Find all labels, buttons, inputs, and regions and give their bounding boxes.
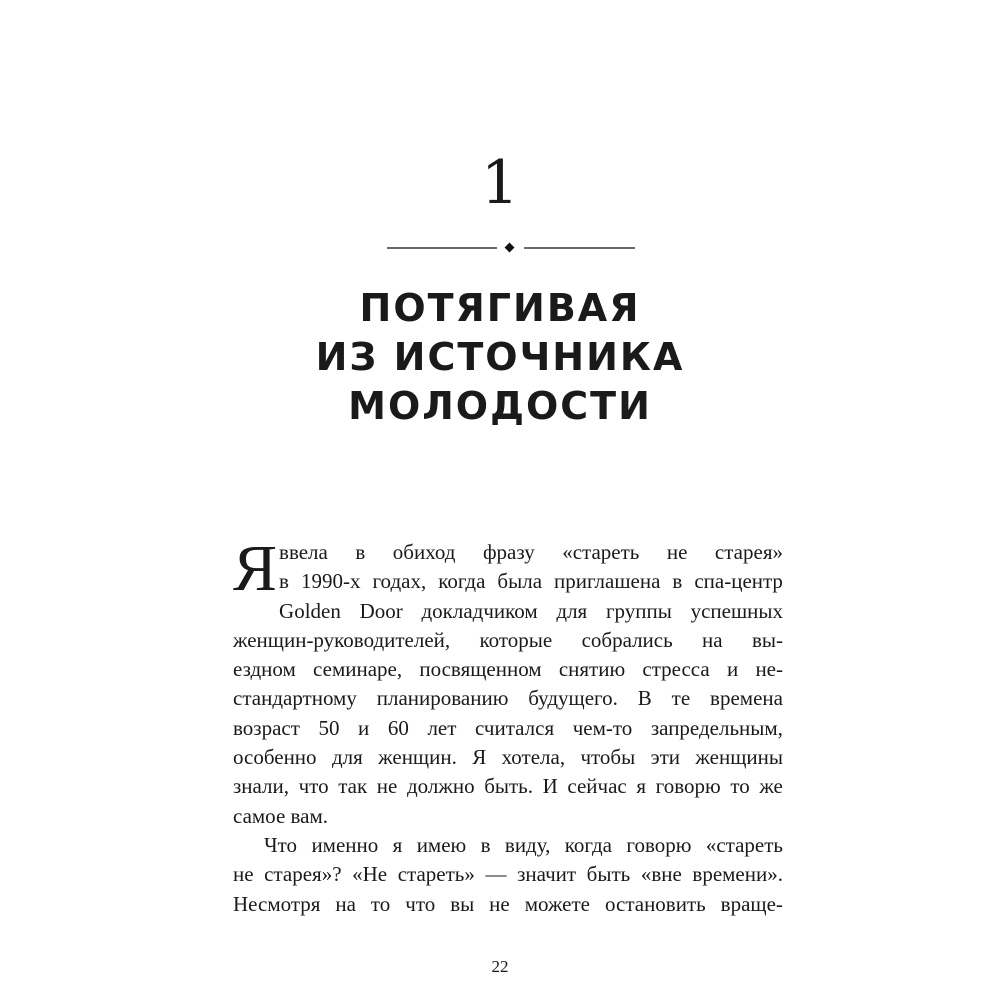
paragraph — [233, 831, 783, 919]
text-line: Golden Door докладчиком для группы успешных — [279, 598, 783, 623]
text-line: стандартному планированию будущего. В те времена — [233, 686, 783, 711]
diamond-ornament-icon — [505, 243, 515, 253]
chapter-title — [0, 284, 1000, 431]
chapter-title-line: МОЛОДОСТИ — [348, 384, 652, 428]
text-line: знали, что так не должно быть. И сейчас я говорю то же — [233, 774, 783, 799]
divider-line-left — [387, 247, 497, 249]
text-line: особенно для женщин. Я хотела, чтобы эти женщины — [233, 745, 783, 770]
chapter-title-line: ПОТЯГИВАЯ — [359, 286, 641, 330]
text-line: в 1990-х годах, когда была приглашена в спа-центр — [279, 569, 783, 594]
body-text — [233, 532, 783, 919]
text-line: ввела в обиход фразу «стареть не старея» — [279, 540, 783, 564]
divider-line-right — [524, 247, 635, 249]
paragraph — [233, 532, 783, 831]
ornamental-divider — [387, 243, 635, 253]
text-line: не старея»? «Не стареть» — значит быть «вне времени». — [233, 862, 783, 887]
text-line: Несмотря на то что вы не можете остановить враще- — [233, 891, 783, 916]
text-line: возраст 50 и 60 лет считался чем-то запредельным, — [233, 715, 783, 740]
text-line: ездном семинаре, посвященном снятию стресса и не- — [233, 657, 783, 682]
text-line: женщин-руководителей, которые собрались на вы- — [233, 627, 783, 652]
drop-cap: Я — [233, 532, 278, 605]
text-line: Что именно я имею в виду, когда говорю «стареть — [264, 832, 783, 857]
chapter-title-line: ИЗ ИСТОЧНИКА — [315, 335, 685, 379]
chapter-number: 1 — [480, 148, 520, 218]
text-line: самое вам. — [233, 803, 329, 828]
page-number: 22 — [491, 957, 509, 976]
